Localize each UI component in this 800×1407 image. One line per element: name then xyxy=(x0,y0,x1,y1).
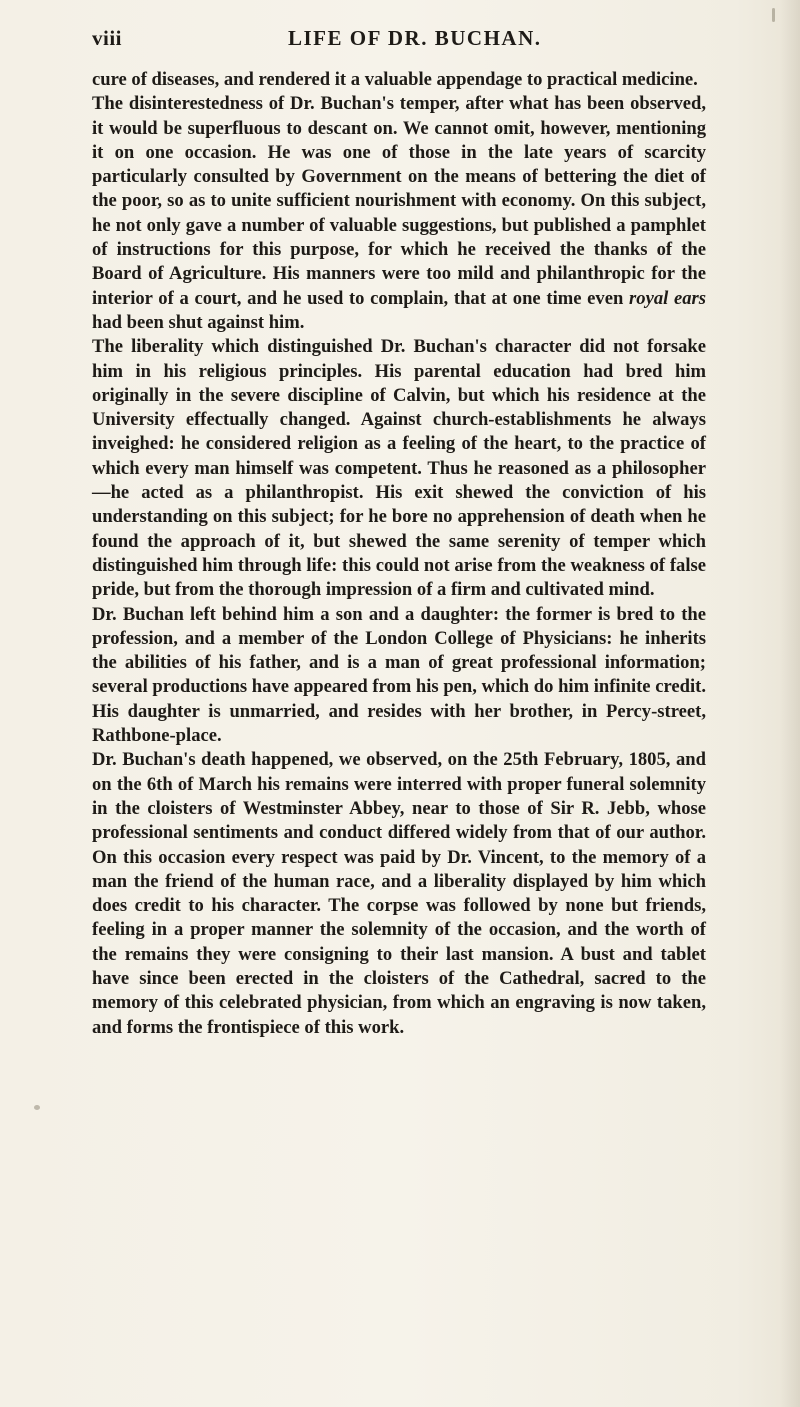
paragraph-text: Dr. Buchan's death happened, we observed, on the 25th February, 1805, and on the 6th of March his remains were interred with proper funeral solemnity in the cloisters of Westminster Abbey, near to those of Sir R. Jebb, whose professional sentiments and conduct differed widely from that of our author. On this occasion every respect was paid by Dr. Vincent, to the memory of a man the friend of the human race, and a liberality displayed by him which does credit to his character. The corpse was followed by none but friends, feeling in a proper manner the solemnity of the occasion, and the worth of the remains they were consigning to their last mansion. A bust and tablet have since been erected in the cloisters of the Cathedral, sacred to the memory of this celebrated physician, from which an engraving is now taken, and forms the frontispiece of this work. xyxy=(92,749,706,1038)
body-text xyxy=(92,68,706,1040)
paragraph-4 xyxy=(92,603,706,749)
italic-phrase: royal ears xyxy=(629,287,707,309)
page-number: viii xyxy=(92,26,123,50)
page-edge-shadow xyxy=(780,0,800,1407)
running-title: LIFE OF DR. BUCHAN. xyxy=(288,26,542,50)
paragraph-text: Dr. Buchan left behind him a son and a daughter: the former is bred to the profession, and a member of the London College of Physicians: he inherits the abilities of his father, and is a man of great professional information; several productions have appeared from his pen, which do him infinite credit. His daughter is unmarried, and resides with her brother, in Percy-street, Rathbone-place. xyxy=(92,603,706,747)
paragraph-2 xyxy=(92,92,706,335)
running-head xyxy=(92,26,712,52)
paragraph-3 xyxy=(92,335,706,602)
ink-spot xyxy=(772,8,775,22)
ink-spot xyxy=(34,1105,40,1110)
paragraph-1 xyxy=(92,68,706,92)
paragraph-text: The liberality which distinguished Dr. Buchan's character did not forsake him in his religious principles. His parental education had bred him originally in the severe discipline of Calvin, but which his residence at the University effectually changed. Against church-establishments he always inveighed: he considered religion as a feeling of the heart, to the practice of which every man himself was competent. Thus he reasoned as a philosopher—he acted as a philanthropist. His exit shewed the conviction of his understanding on this subject; for he bore no apprehension of death when he found the approach of it, but shewed the same serenity of temper which distinguished him through life: this could not arise from the weakness of false pride, but from the thorough impression of a firm and cultivated mind. xyxy=(92,336,706,601)
paragraph-text: cure of diseases, and rendered it a valuable appendage to practical medicine. xyxy=(92,69,698,90)
paragraph-text-end: had been shut against him. xyxy=(92,311,305,333)
paragraph-text: The disinterestedness of Dr. Buchan's temper, after what has been observed, it would be superfluous to descant on. We cannot omit, however, mentioning it on one occasion. He was one of those in the late years of scarcity particularly consulted by Government on the means of bettering the diet of the poor, so as to unite sufficient nourishment with economy. On this subject, he not only gave a number of valuable suggestions, but published a pamphlet of instructions for this purpose, for which he received the thanks of the Board of Agriculture. His manners were too mild and philanthropic for the interior of a court, and he used to complain, that at one time even xyxy=(92,93,706,309)
paragraph-5 xyxy=(92,748,706,1040)
